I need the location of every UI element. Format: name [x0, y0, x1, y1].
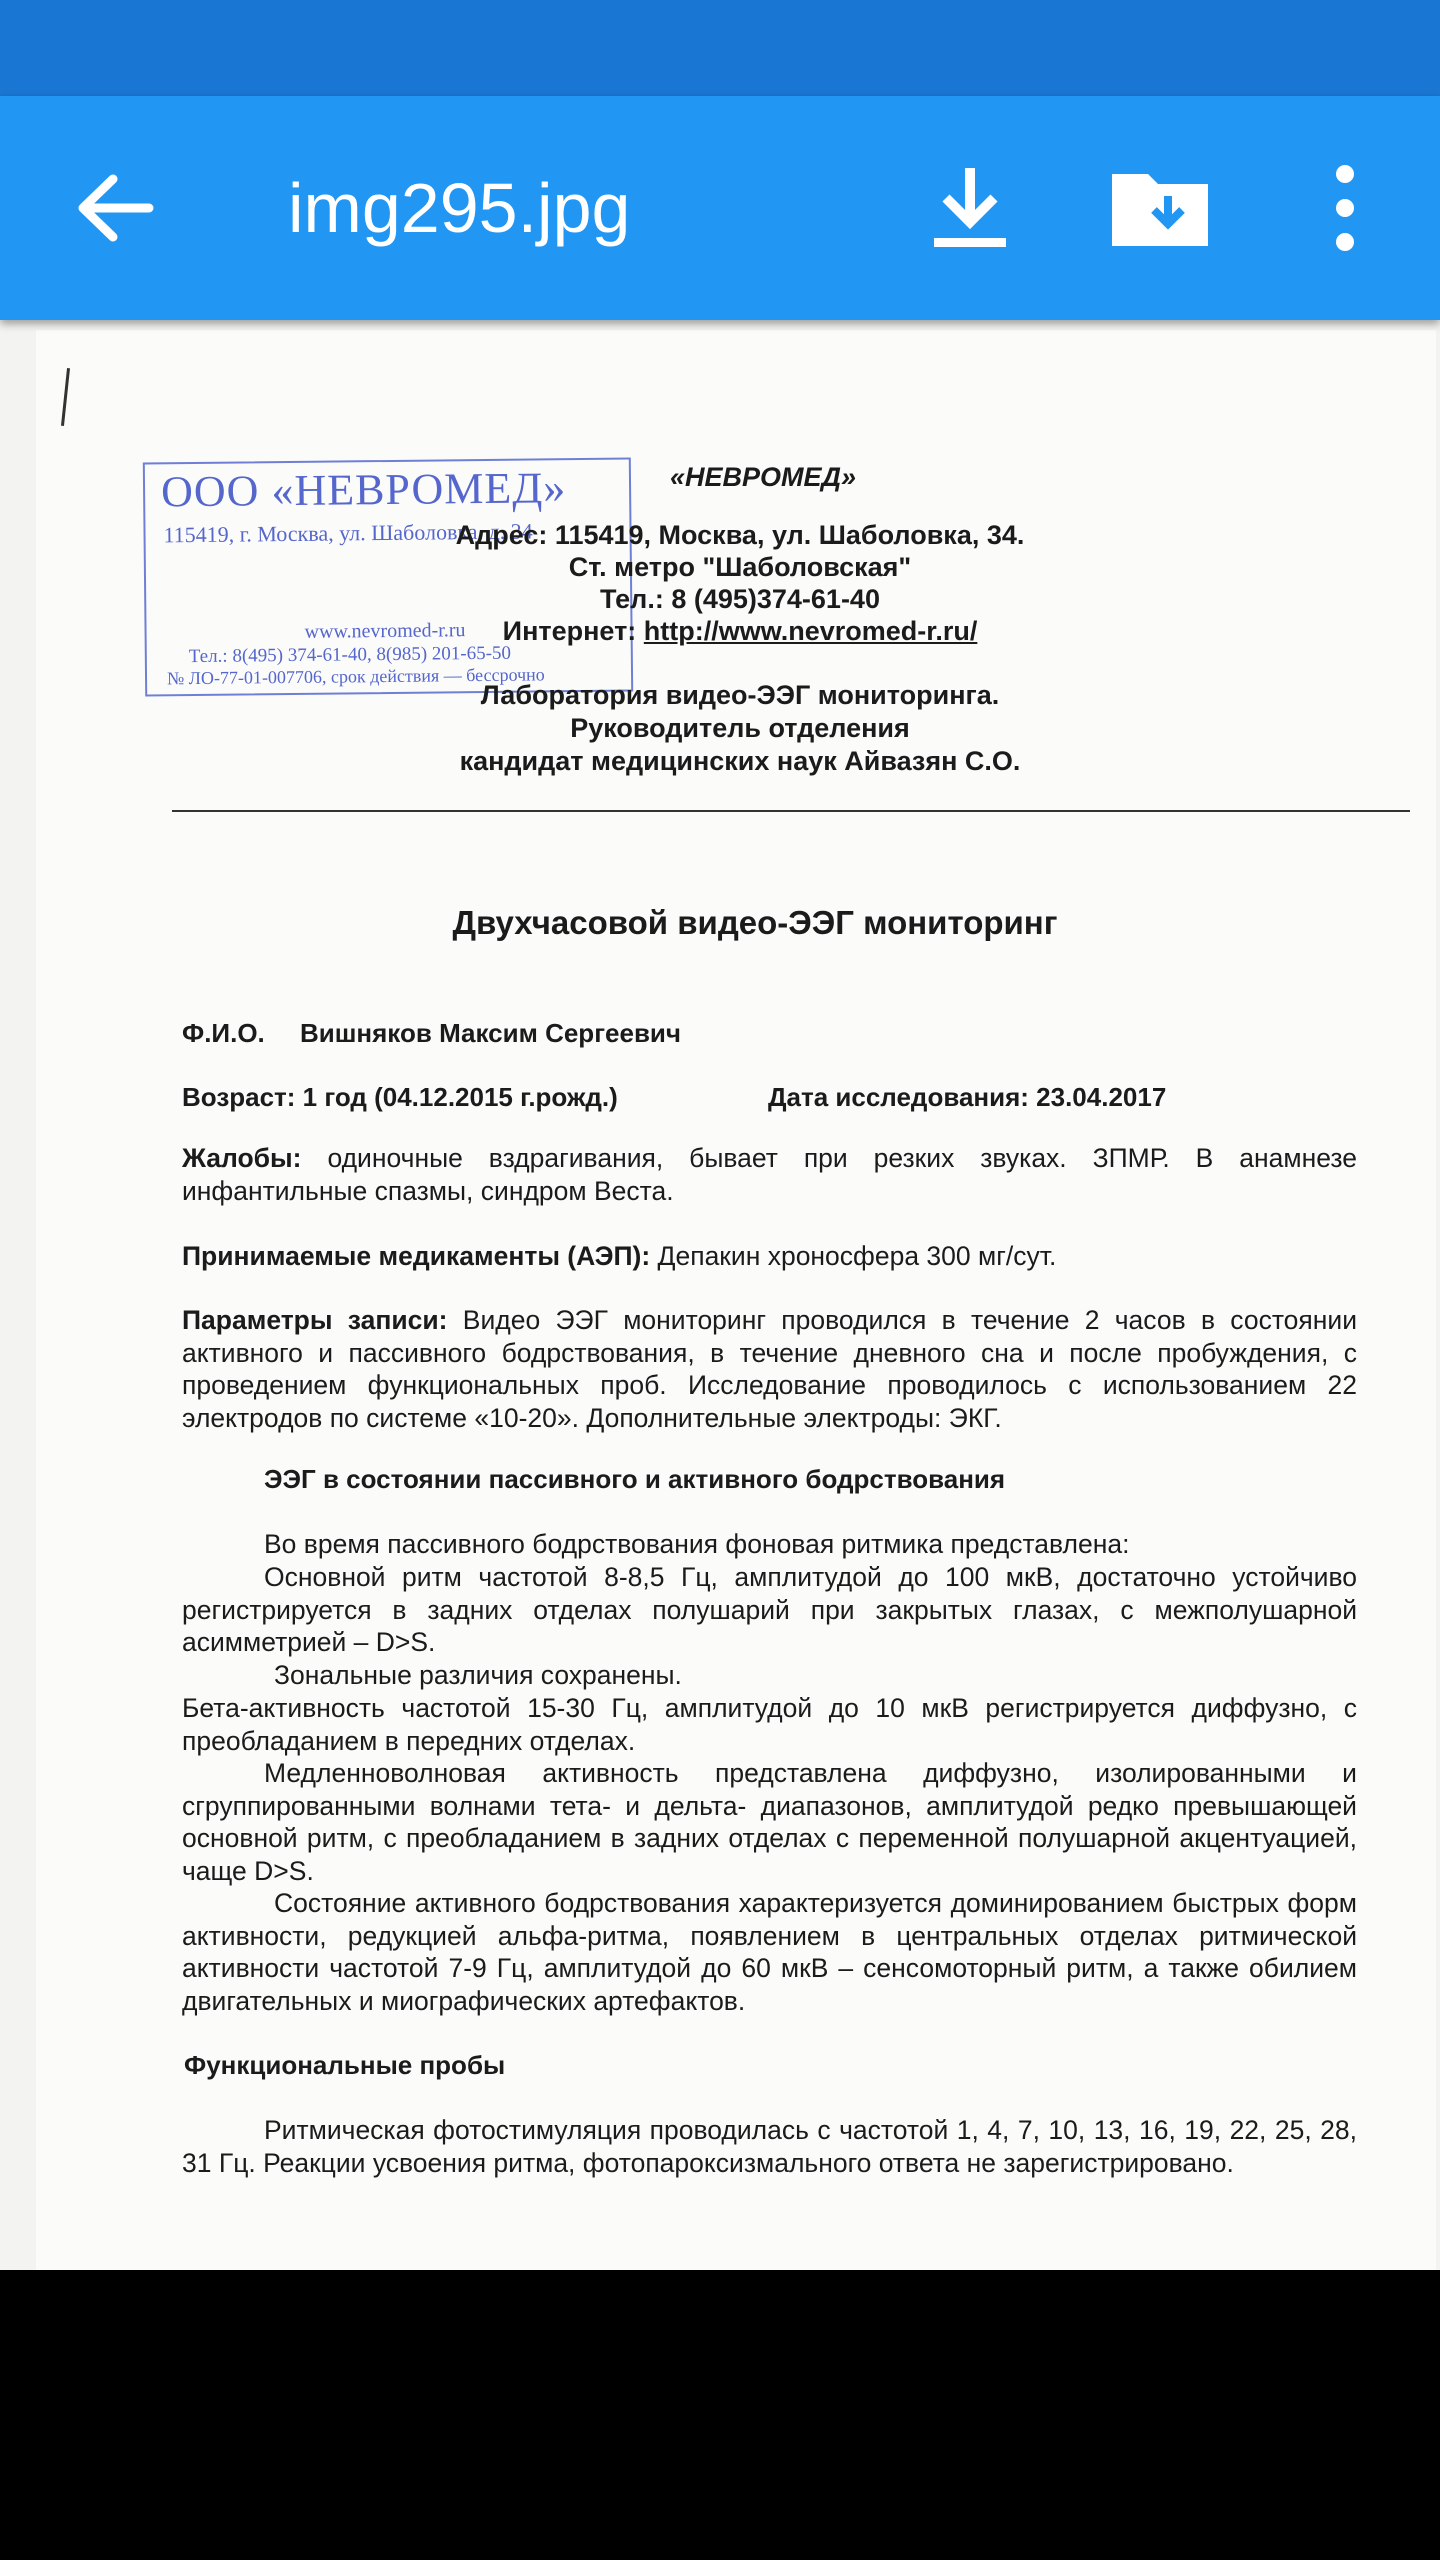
more-vert-icon — [1325, 160, 1365, 256]
para-active: Состояние активного бодрствования характеризуется доминированием быстрых форм активности, редукцией альфа-ритма, появлением в центральных отделах ритмической активности частотой 7-9 Гц, амплитудой до 60 мкВ – сенсомоторный ритм, а также обилием двигательных и миографических артефактов. — [182, 1888, 1357, 2016]
document — [0, 320, 1440, 2270]
para-slow-wave: Медленноволновая активность представлена диффузно, изолированными и сгруппированными волнами тета- и дельта- диапазонов, амплитудой редко превышающей основной ритм, с преобладанием в задних отделах с переменной полушарной акцентуацией, чаще D>S. — [182, 1758, 1357, 1886]
meds-text: Депакин хроносфера 300 мг/сут. — [650, 1241, 1057, 1271]
save-to-folder-button[interactable] — [1100, 148, 1220, 268]
dept-head: Руководитель отделения — [570, 713, 910, 743]
pen-mark — [61, 368, 70, 426]
lab-name: Лаборатория видео-ЭЭГ мониторинга. — [480, 680, 1000, 710]
para-zonal: Зональные различия сохранены. — [274, 1660, 682, 1690]
section-wakefulness: ЭЭГ в состоянии пассивного и активного бодрствования — [264, 1464, 1006, 1494]
arrow-left-icon — [75, 173, 155, 243]
fio-label: Ф.И.О. — [182, 1018, 265, 1048]
medications — [182, 1240, 1357, 1273]
stamp-site: www.nevromed-r.ru — [304, 619, 466, 643]
fio-value: Вишняков Максим Сергеевич — [300, 1018, 681, 1048]
save-to-folder-icon — [1108, 160, 1212, 256]
org-metro: Ст. метро "Шаболовская" — [568, 552, 912, 582]
org-internet — [420, 616, 1060, 647]
recording-params — [182, 1304, 1357, 1434]
para-photostimulation: Ритмическая фотостимуляция проводилась с частотой 1, 4, 7, 10, 13, 16, 19, 22, 25, 28, 31 Гц. Реакции усвоения ритма, фотопароксизмального ответа не зарегистрировано. — [182, 2115, 1357, 2178]
status-bar — [0, 0, 1440, 96]
app-bar — [0, 96, 1440, 320]
complaints-label: Жалобы: — [182, 1143, 302, 1173]
stamp-name: ООО «НЕВРОМЕД» — [160, 463, 567, 517]
study-date: Дата исследования: 23.04.2017 — [768, 1082, 1167, 1112]
back-button[interactable] — [60, 160, 170, 256]
para-main-rhythm: Основной ритм частотой 8-8,5 Гц, амплитудой до 100 мкВ, достаточно устойчиво регистрируется в задних отделах полушарий при закрытых глазах, с межполушарной асимметрией – D>S. — [182, 1562, 1357, 1657]
org-address: Адрес: 115419, Москва, ул. Шаболовка, 34. — [455, 520, 1025, 550]
download-icon — [922, 160, 1018, 256]
meds-label: Принимаемые медикаменты (АЭП): — [182, 1241, 651, 1271]
section-functional-tests: Функциональные пробы — [184, 2050, 506, 2080]
stamp-address: 115419, г. Москва, ул. Шаболовка, д. 34 — [163, 518, 533, 548]
org-phone: Тел.: 8 (495)374-61-40 — [600, 584, 880, 614]
header-divider — [172, 810, 1410, 812]
patient-age: Возраст: 1 год (04.12.2015 г.рожд.) — [182, 1082, 618, 1112]
para-passive: Во время пассивного бодрствования фоновая ритмика представлена: — [264, 1529, 1130, 1559]
report-title: Двухчасовой видео-ЭЭГ мониторинг — [452, 904, 1058, 941]
download-button[interactable] — [910, 148, 1030, 268]
stamp-license: № ЛО-77-01-007706, срок действия — бессрочно — [166, 664, 545, 689]
internet-label: Интернет: — [502, 616, 644, 646]
complaints — [182, 1142, 1357, 1207]
file-title: img295.jpg — [288, 169, 631, 247]
stamp-tel: Тел.: 8(495) 374-61-40, 8(985) 201-65-50 — [188, 642, 512, 668]
more-options-button[interactable] — [1285, 148, 1405, 268]
internet-link[interactable]: http://www.nevromed-r.ru/ — [643, 616, 978, 646]
doctor-name: кандидат медицинских наук Айвазян С.О. — [459, 746, 1021, 776]
org-name: «НЕВРОМЕД» — [670, 462, 857, 492]
image-viewer[interactable] — [0, 320, 1440, 2270]
params-text: Видео ЭЭГ мониторинг проводился в течение 2 часов в состоянии активного и пассивного бодрствования, в течение дневного сна и после пробуждения, с проведением функциональных проб. Исследование проводилось с использованием 22 электродов по системе «10-20». Дополнительные электроды: ЭКГ. — [182, 1305, 1358, 1433]
complaints-text: одиночные вздрагивания, бывает при резких звуках. ЗПМР. В анамнезе инфантильные спазмы, синдром Веста. — [182, 1143, 1357, 1206]
para-beta: Бета-активность частотой 15-30 Гц, амплитудой до 10 мкВ регистрируется диффузно, с преобладанием в передних отделах. — [182, 1693, 1357, 1756]
params-label: Параметры записи: — [182, 1305, 448, 1335]
